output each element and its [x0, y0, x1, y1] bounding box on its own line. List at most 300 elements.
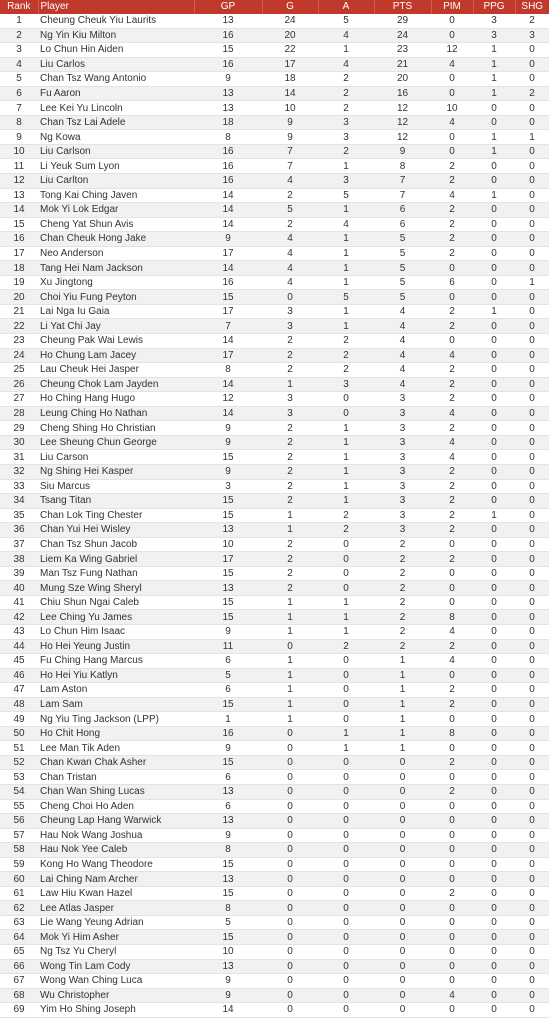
cell-player: Leung Ching Ho Nathan: [38, 406, 194, 421]
table-row: [0, 348, 549, 363]
table-row: [0, 421, 549, 436]
cell-shg: 0: [515, 479, 549, 494]
cell-pts: 0: [374, 814, 431, 829]
cell-g: 1: [262, 523, 318, 538]
cell-pim: 2: [431, 363, 473, 378]
cell-pts: 12: [374, 101, 431, 116]
cell-rank: 6: [0, 86, 38, 101]
header-ppg[interactable]: PPG: [473, 0, 515, 14]
table-row: [0, 261, 549, 276]
cell-pim: 2: [431, 174, 473, 189]
table-row: [0, 857, 549, 872]
cell-pts: 3: [374, 435, 431, 450]
table-row: [0, 610, 549, 625]
table-row: [0, 232, 549, 247]
cell-pim: 2: [431, 552, 473, 567]
cell-ppg: 0: [473, 843, 515, 858]
cell-ppg: 0: [473, 101, 515, 116]
cell-player: Ho Ching Hang Hugo: [38, 392, 194, 407]
cell-a: 1: [318, 450, 374, 465]
cell-a: 0: [318, 915, 374, 930]
cell-player: Chan Tsz Lai Adele: [38, 115, 194, 130]
cell-shg: 0: [515, 814, 549, 829]
header-pts[interactable]: PTS: [374, 0, 431, 14]
cell-pim: 0: [431, 945, 473, 960]
cell-pim: 0: [431, 828, 473, 843]
cell-ppg: 0: [473, 610, 515, 625]
table-row: [0, 508, 549, 523]
cell-g: 0: [262, 988, 318, 1003]
cell-gp: 15: [194, 697, 262, 712]
cell-g: 2: [262, 537, 318, 552]
cell-player: Mok Yi Him Asher: [38, 930, 194, 945]
cell-a: 5: [318, 188, 374, 203]
cell-a: 1: [318, 494, 374, 509]
cell-pts: 0: [374, 784, 431, 799]
cell-gp: 13: [194, 814, 262, 829]
cell-pts: 1: [374, 668, 431, 683]
table-row: [0, 290, 549, 305]
cell-player: Chan Kwan Chak Asher: [38, 755, 194, 770]
cell-ppg: 0: [473, 930, 515, 945]
cell-gp: 9: [194, 974, 262, 989]
cell-shg: 1: [515, 275, 549, 290]
cell-pts: 3: [374, 494, 431, 509]
cell-pim: 0: [431, 566, 473, 581]
cell-gp: 17: [194, 348, 262, 363]
cell-a: 0: [318, 406, 374, 421]
cell-g: 2: [262, 494, 318, 509]
cell-g: 9: [262, 115, 318, 130]
cell-a: 3: [318, 115, 374, 130]
cell-player: Chan Tsz Shun Jacob: [38, 537, 194, 552]
cell-pim: 0: [431, 872, 473, 887]
cell-shg: 0: [515, 741, 549, 756]
cell-player: Siu Marcus: [38, 479, 194, 494]
cell-ppg: 0: [473, 523, 515, 538]
cell-ppg: 0: [473, 945, 515, 960]
table-row: [0, 828, 549, 843]
cell-pts: 12: [374, 115, 431, 130]
cell-shg: 0: [515, 144, 549, 159]
cell-a: 0: [318, 872, 374, 887]
cell-rank: 61: [0, 886, 38, 901]
cell-ppg: 0: [473, 217, 515, 232]
header-rank[interactable]: Rank: [0, 0, 38, 14]
cell-g: 1: [262, 595, 318, 610]
cell-gp: 8: [194, 130, 262, 145]
cell-rank: 44: [0, 639, 38, 654]
cell-pim: 0: [431, 1003, 473, 1018]
cell-gp: 13: [194, 784, 262, 799]
cell-a: 0: [318, 581, 374, 596]
cell-pim: 2: [431, 523, 473, 538]
cell-shg: 0: [515, 159, 549, 174]
cell-g: 4: [262, 275, 318, 290]
cell-ppg: 0: [473, 479, 515, 494]
cell-g: 2: [262, 334, 318, 349]
cell-ppg: 0: [473, 741, 515, 756]
cell-pim: 4: [431, 188, 473, 203]
cell-gp: 17: [194, 552, 262, 567]
cell-pts: 3: [374, 508, 431, 523]
cell-rank: 67: [0, 974, 38, 989]
cell-shg: 0: [515, 799, 549, 814]
cell-player: Fu Ching Hang Marcus: [38, 654, 194, 669]
cell-rank: 42: [0, 610, 38, 625]
cell-player: Cheung Cheuk Yiu Laurits: [38, 14, 194, 28]
cell-pts: 0: [374, 915, 431, 930]
cell-pts: 0: [374, 945, 431, 960]
cell-g: 7: [262, 144, 318, 159]
cell-a: 0: [318, 930, 374, 945]
cell-ppg: 0: [473, 392, 515, 407]
cell-shg: 0: [515, 639, 549, 654]
cell-g: 1: [262, 697, 318, 712]
cell-player: Lie Wang Yeung Adrian: [38, 915, 194, 930]
cell-rank: 56: [0, 814, 38, 829]
cell-gp: 9: [194, 72, 262, 87]
cell-ppg: 0: [473, 203, 515, 218]
cell-pim: 0: [431, 72, 473, 87]
cell-g: 14: [262, 86, 318, 101]
header-a[interactable]: A: [318, 0, 374, 14]
cell-a: 2: [318, 101, 374, 116]
table-row: [0, 14, 549, 28]
cell-gp: 9: [194, 435, 262, 450]
cell-rank: 18: [0, 261, 38, 276]
cell-rank: 27: [0, 392, 38, 407]
table-row: [0, 144, 549, 159]
cell-ppg: 0: [473, 639, 515, 654]
cell-a: 0: [318, 552, 374, 567]
cell-shg: 0: [515, 610, 549, 625]
cell-gp: 14: [194, 188, 262, 203]
cell-ppg: 1: [473, 43, 515, 58]
cell-rank: 60: [0, 872, 38, 887]
table-row: [0, 334, 549, 349]
cell-shg: 0: [515, 261, 549, 276]
cell-pts: 0: [374, 828, 431, 843]
cell-pts: 0: [374, 886, 431, 901]
cell-gp: 14: [194, 1003, 262, 1018]
cell-gp: 15: [194, 595, 262, 610]
cell-shg: 0: [515, 348, 549, 363]
cell-ppg: 3: [473, 28, 515, 43]
cell-pim: 0: [431, 770, 473, 785]
cell-rank: 1: [0, 14, 38, 28]
cell-player: Cheung Lap Hang Warwick: [38, 814, 194, 829]
cell-g: 0: [262, 945, 318, 960]
table-row: [0, 930, 549, 945]
table-row: [0, 217, 549, 232]
table-row: [0, 959, 549, 974]
cell-rank: 29: [0, 421, 38, 436]
cell-player: Lee Atlas Jasper: [38, 901, 194, 916]
cell-a: 0: [318, 814, 374, 829]
cell-shg: 0: [515, 755, 549, 770]
cell-gp: 9: [194, 828, 262, 843]
cell-shg: 0: [515, 290, 549, 305]
cell-shg: 0: [515, 115, 549, 130]
cell-gp: 17: [194, 246, 262, 261]
cell-pts: 0: [374, 872, 431, 887]
cell-player: Chan Yui Hei Wisley: [38, 523, 194, 538]
cell-ppg: 0: [473, 494, 515, 509]
table-row: [0, 843, 549, 858]
cell-a: 0: [318, 392, 374, 407]
cell-a: 1: [318, 159, 374, 174]
cell-ppg: 0: [473, 901, 515, 916]
cell-pim: 0: [431, 901, 473, 916]
cell-a: 4: [318, 28, 374, 43]
cell-shg: 0: [515, 697, 549, 712]
cell-rank: 23: [0, 334, 38, 349]
cell-ppg: 0: [473, 886, 515, 901]
cell-player: Tang Hei Nam Jackson: [38, 261, 194, 276]
cell-pim: 2: [431, 508, 473, 523]
cell-pts: 7: [374, 188, 431, 203]
cell-pts: 4: [374, 334, 431, 349]
table-row: [0, 945, 549, 960]
cell-rank: 7: [0, 101, 38, 116]
cell-gp: 10: [194, 537, 262, 552]
cell-player: Lee Sheung Chun George: [38, 435, 194, 450]
cell-rank: 69: [0, 1003, 38, 1018]
cell-gp: 9: [194, 421, 262, 436]
header-g[interactable]: G: [262, 0, 318, 14]
cell-gp: 13: [194, 14, 262, 28]
cell-player: Lo Chun Him Isaac: [38, 624, 194, 639]
table-row: [0, 377, 549, 392]
cell-ppg: 0: [473, 581, 515, 596]
cell-rank: 21: [0, 304, 38, 319]
cell-rank: 47: [0, 683, 38, 698]
table-row: [0, 363, 549, 378]
cell-gp: 8: [194, 843, 262, 858]
cell-g: 2: [262, 464, 318, 479]
cell-a: 0: [318, 1003, 374, 1018]
cell-g: 18: [262, 72, 318, 87]
cell-player: Ng Shing Hei Kasper: [38, 464, 194, 479]
cell-gp: 15: [194, 610, 262, 625]
cell-g: 1: [262, 377, 318, 392]
cell-g: 0: [262, 959, 318, 974]
header-gp[interactable]: GP: [194, 0, 262, 14]
cell-pim: 0: [431, 959, 473, 974]
cell-pts: 3: [374, 392, 431, 407]
header-shg[interactable]: SHG: [515, 0, 549, 14]
cell-pts: 4: [374, 377, 431, 392]
table-row: [0, 43, 549, 58]
table-row: [0, 915, 549, 930]
cell-rank: 45: [0, 654, 38, 669]
cell-player: Wong Wan Ching Luca: [38, 974, 194, 989]
cell-g: 9: [262, 130, 318, 145]
table-row: [0, 464, 549, 479]
cell-ppg: 0: [473, 159, 515, 174]
cell-a: 0: [318, 537, 374, 552]
cell-pts: 6: [374, 217, 431, 232]
cell-g: 0: [262, 1003, 318, 1018]
cell-pts: 0: [374, 1003, 431, 1018]
table-row: [0, 712, 549, 727]
cell-ppg: 1: [473, 144, 515, 159]
cell-a: 0: [318, 755, 374, 770]
cell-gp: 9: [194, 988, 262, 1003]
cell-ppg: 0: [473, 697, 515, 712]
cell-pts: 5: [374, 246, 431, 261]
cell-ppg: 0: [473, 1003, 515, 1018]
cell-player: Ng Tsz Yu Cheryl: [38, 945, 194, 960]
cell-ppg: 0: [473, 435, 515, 450]
cell-a: 1: [318, 610, 374, 625]
cell-player: Man Tsz Fung Nathan: [38, 566, 194, 581]
cell-a: 1: [318, 261, 374, 276]
cell-g: 4: [262, 232, 318, 247]
table-row: [0, 624, 549, 639]
cell-pim: 2: [431, 755, 473, 770]
table-row: [0, 683, 549, 698]
cell-shg: 0: [515, 988, 549, 1003]
cell-rank: 49: [0, 712, 38, 727]
cell-a: 0: [318, 668, 374, 683]
cell-rank: 68: [0, 988, 38, 1003]
cell-gp: 15: [194, 494, 262, 509]
cell-pts: 16: [374, 86, 431, 101]
cell-rank: 34: [0, 494, 38, 509]
cell-a: 3: [318, 130, 374, 145]
cell-a: 0: [318, 683, 374, 698]
cell-gp: 10: [194, 945, 262, 960]
cell-ppg: 0: [473, 828, 515, 843]
table-row: [0, 450, 549, 465]
cell-g: 0: [262, 784, 318, 799]
cell-player: Ng Yiu Ting Jackson (LPP): [38, 712, 194, 727]
cell-g: 4: [262, 261, 318, 276]
table-row: [0, 246, 549, 261]
table-row: [0, 1003, 549, 1018]
cell-g: 1: [262, 683, 318, 698]
cell-pts: 2: [374, 639, 431, 654]
cell-player: Choi Yiu Fung Peyton: [38, 290, 194, 305]
cell-g: 3: [262, 319, 318, 334]
cell-gp: 9: [194, 232, 262, 247]
cell-rank: 5: [0, 72, 38, 87]
cell-gp: 16: [194, 275, 262, 290]
cell-a: 0: [318, 843, 374, 858]
cell-rank: 54: [0, 784, 38, 799]
cell-player: Ho Hei Yeung Justin: [38, 639, 194, 654]
cell-a: 2: [318, 523, 374, 538]
cell-gp: 14: [194, 203, 262, 218]
cell-gp: 15: [194, 43, 262, 58]
cell-ppg: 0: [473, 246, 515, 261]
cell-g: 1: [262, 654, 318, 669]
cell-rank: 22: [0, 319, 38, 334]
cell-player: Liu Carlos: [38, 57, 194, 72]
table-row: [0, 886, 549, 901]
cell-pim: 0: [431, 741, 473, 756]
table-row: [0, 479, 549, 494]
cell-g: 2: [262, 217, 318, 232]
cell-pim: 2: [431, 304, 473, 319]
cell-g: 3: [262, 406, 318, 421]
cell-ppg: 0: [473, 174, 515, 189]
cell-g: 7: [262, 159, 318, 174]
cell-rank: 63: [0, 915, 38, 930]
cell-a: 0: [318, 697, 374, 712]
cell-shg: 0: [515, 72, 549, 87]
cell-pts: 24: [374, 28, 431, 43]
cell-gp: 6: [194, 799, 262, 814]
header-pim[interactable]: PIM: [431, 0, 473, 14]
cell-ppg: 0: [473, 261, 515, 276]
cell-pts: 5: [374, 261, 431, 276]
cell-g: 2: [262, 421, 318, 436]
cell-gp: 18: [194, 115, 262, 130]
cell-pim: 4: [431, 57, 473, 72]
cell-a: 1: [318, 246, 374, 261]
cell-pts: 0: [374, 930, 431, 945]
cell-ppg: 0: [473, 595, 515, 610]
cell-gp: 16: [194, 57, 262, 72]
cell-ppg: 0: [473, 348, 515, 363]
cell-player: Law Hiu Kwan Hazel: [38, 886, 194, 901]
cell-rank: 14: [0, 203, 38, 218]
cell-gp: 6: [194, 654, 262, 669]
cell-g: 1: [262, 508, 318, 523]
cell-shg: 0: [515, 377, 549, 392]
cell-pim: 4: [431, 624, 473, 639]
cell-pts: 2: [374, 581, 431, 596]
table-row: [0, 101, 549, 116]
cell-player: Ho Chit Hong: [38, 726, 194, 741]
cell-player: Lee Kei Yu Lincoln: [38, 101, 194, 116]
cell-shg: 2: [515, 14, 549, 28]
cell-rank: 12: [0, 174, 38, 189]
cell-player: Cheng Shing Ho Christian: [38, 421, 194, 436]
cell-g: 2: [262, 450, 318, 465]
cell-pim: 4: [431, 435, 473, 450]
cell-pts: 4: [374, 363, 431, 378]
header-player[interactable]: Player: [38, 0, 194, 14]
cell-gp: 6: [194, 683, 262, 698]
cell-pts: 6: [374, 203, 431, 218]
cell-pim: 2: [431, 159, 473, 174]
cell-shg: 0: [515, 406, 549, 421]
cell-a: 3: [318, 174, 374, 189]
cell-player: Mung Sze Wing Sheryl: [38, 581, 194, 596]
cell-gp: 1: [194, 712, 262, 727]
cell-pts: 1: [374, 726, 431, 741]
cell-shg: 0: [515, 435, 549, 450]
cell-g: 0: [262, 290, 318, 305]
cell-player: Cheung Chok Lam Jayden: [38, 377, 194, 392]
cell-gp: 8: [194, 363, 262, 378]
cell-pim: 2: [431, 377, 473, 392]
cell-pts: 5: [374, 232, 431, 247]
cell-pts: 3: [374, 479, 431, 494]
cell-shg: 0: [515, 319, 549, 334]
cell-g: 22: [262, 43, 318, 58]
cell-gp: 3: [194, 479, 262, 494]
table-row: [0, 203, 549, 218]
cell-shg: 0: [515, 304, 549, 319]
cell-pts: 0: [374, 901, 431, 916]
table-row: [0, 115, 549, 130]
table-row: [0, 275, 549, 290]
